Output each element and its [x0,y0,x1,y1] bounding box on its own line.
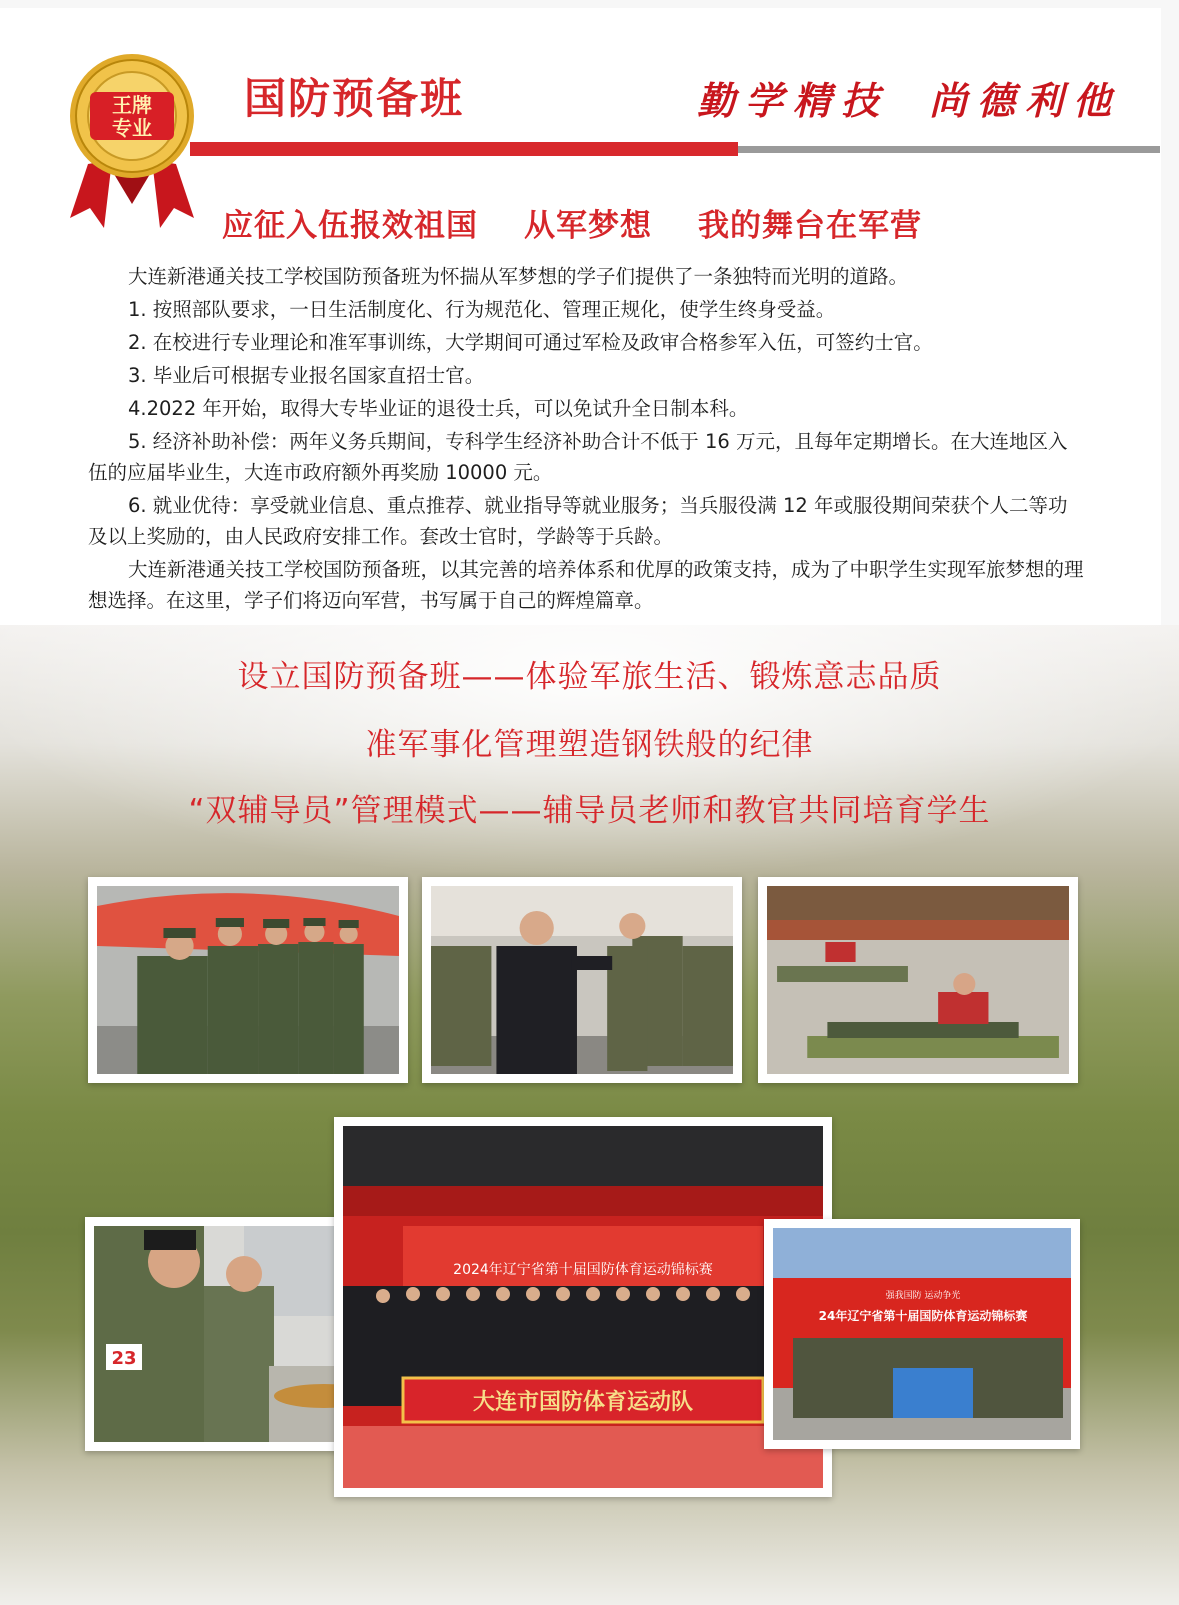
photo-soldiers-lineup [88,877,408,1083]
paragraph-item-6: 6. 就业优待：享受就业信息、重点推荐、就业指导等就业服务；当兵服役满 12 年或服役期间荣获个人二等功及以上奖励的，由人民政府安排工作。套改士官时，学龄等于兵龄。 [88,494,1068,548]
banner-line-1: 设立国防预备班——体验军旅生活、锻炼意志品质 [237,659,942,695]
slogan-1: 应征入伍报效祖国 [222,208,478,244]
paragraph-intro: 大连新港通关技工学校国防预备班为怀揣从军梦想的学子们提供了一条独特而光明的道路。 [128,265,909,288]
banner-line-2: 准军事化管理塑造钢铁般的纪律 [365,727,814,763]
photo-shooting-practice [758,877,1078,1083]
stage-banner-text: 2024年辽宁省第十届国防体育运动锦标赛 [453,1262,713,1278]
slogan-2: 从军梦想 [524,208,652,244]
paragraph-item-1: 1. 按照部队要求，一日生活制度化、行为规范化、管理正规化，使学生终身受益。 [128,298,836,321]
paragraph-item-2: 2. 在校进行专业理论和准军事训练，大学期间可通过军检及政审合格参军入伍，可签约士官。 [128,331,933,354]
paragraph-conclusion: 大连新港通关技工学校国防预备班，以其完善的培养体系和优厚的政策支持，成为了中职学生实现军旅梦想的理想选择。在这里，学子们将迈向军营，书写属于自己的辉煌篇章。 [88,558,1084,612]
medal-badge-icon [68,54,196,229]
top-panel [0,8,1161,625]
photo-instructor-training [422,877,742,1083]
school-motto [697,70,1121,125]
motto-left: 勤学精技 [696,78,889,123]
outdoor-banner-top: 强我国防 运动争光 [885,1291,961,1301]
outdoor-team-image [773,1228,1071,1440]
slogan-row [222,200,922,245]
banner-line-3: “双辅导员”管理模式——辅导员老师和教官共同培育学生 [188,793,991,829]
instructor-training-image [431,886,733,1074]
paragraph-item-4: 4.2022 年开始，取得大专毕业证的退役士兵，可以免试升全日制本科。 [128,397,749,420]
photo-outdoor-team [764,1219,1080,1449]
paragraph-item-5: 5. 经济补助补偿：两年义务兵期间，专科学生经济补助合计不低于 16 万元，且每年定期增长。在大连地区入伍的应届毕业生，大连市政府额外再奖励 10000 元。 [88,430,1068,484]
title-underline-red [190,142,738,156]
badge-text-line2: 专业 [112,116,152,140]
body-text [88,261,1086,618]
photo-section [0,625,1179,1605]
photo-team-stage [334,1117,832,1497]
slogan-3: 我的舞台在军营 [698,208,922,244]
soldiers-lineup-image [97,886,399,1074]
outdoor-banner-text: 24年辽宁省第十届国防体育运动锦标赛 [818,1309,1028,1323]
badge-text-line1: 王牌 [112,93,152,117]
page-title: 国防预备班 [244,74,465,123]
paragraph-item-3: 3. 毕业后可根据专业报名国家直招士官。 [128,364,485,387]
motto-right: 尚德利他 [928,78,1121,123]
title-underline-gray [738,146,1160,153]
bib-number: 23 [111,1348,137,1369]
team-stage-image [343,1126,823,1488]
shooting-practice-image [767,886,1069,1074]
team-banner-text: 大连市国防体育运动队 [472,1390,694,1415]
